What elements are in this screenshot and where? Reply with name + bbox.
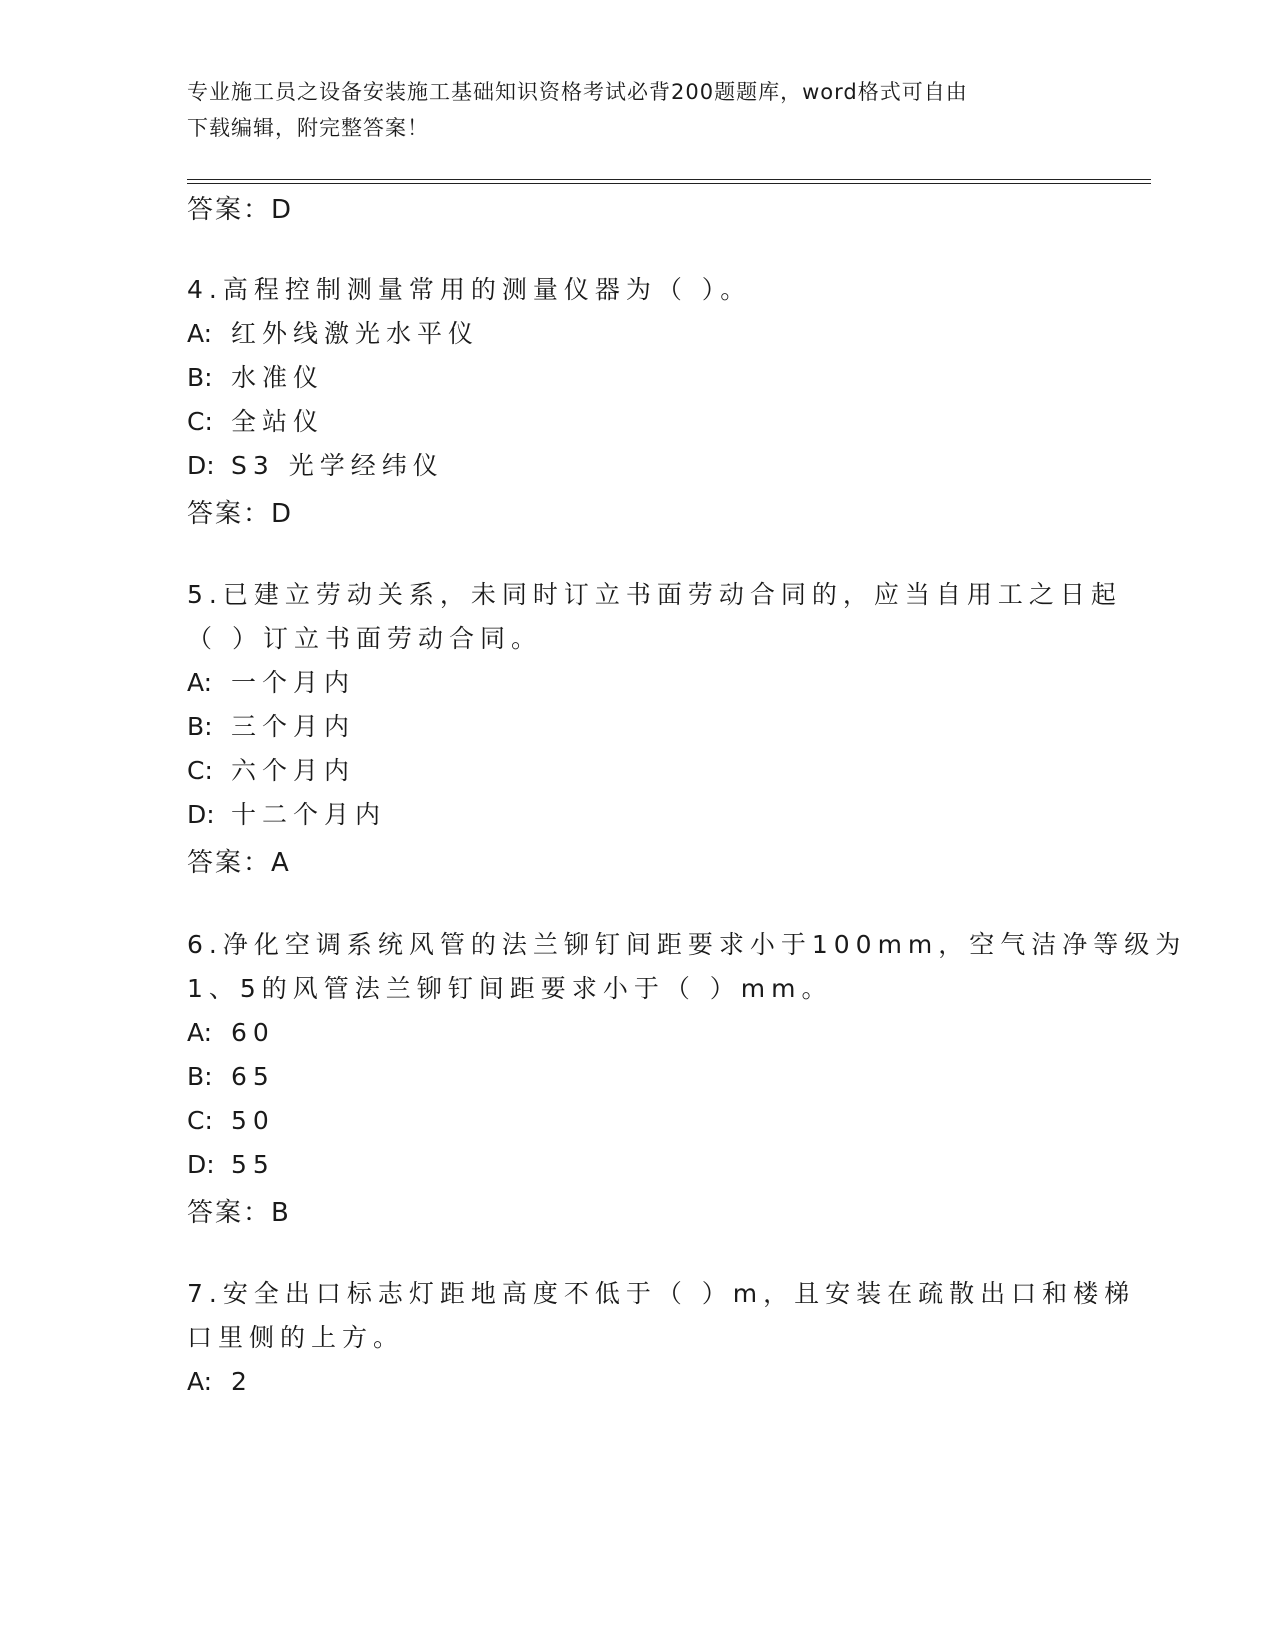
option-text: 55 [231, 1150, 275, 1179]
question-4-option-a [187, 314, 479, 354]
question-6-stem-line-2: 1、5的风管法兰铆钉间距要求小于（ ）mm。 [187, 974, 833, 1003]
option-label: B: [187, 712, 213, 741]
question-4-option-b [187, 358, 324, 398]
question-4-option-d [187, 446, 444, 486]
header-rule-top [187, 179, 1151, 180]
question-6-option-b [187, 1057, 275, 1097]
option-text: 一个月内 [231, 668, 356, 697]
question-6-option-c [187, 1101, 275, 1141]
option-text: 65 [231, 1062, 275, 1091]
question-4-option-c [187, 402, 324, 442]
option-text: 50 [231, 1106, 275, 1135]
question-7-stem-line-1: 7.安全出口标志灯距地高度不低于（ ）m，且安装在疏散出口和楼梯 [187, 1279, 1136, 1308]
option-text: 六个月内 [231, 756, 356, 785]
option-text: 红外线激光水平仪 [231, 319, 480, 348]
option-label: D: [187, 1150, 215, 1179]
question-4-stem: 4.高程控制测量常用的测量仪器为（ ）。 [187, 275, 752, 304]
question-6-option-d [187, 1145, 275, 1185]
option-label: C: [187, 1106, 213, 1135]
question-6-stem-line-1: 6.净化空调系统风管的法兰铆钉间距要求小于100mm，空气洁净等级为 [187, 930, 1187, 959]
option-text: 2 [231, 1367, 253, 1396]
option-text: 十二个月内 [231, 800, 387, 829]
answer-q4: 答案：D [187, 499, 294, 529]
option-label: A: [187, 668, 213, 697]
question-7-stem-line-2: 口里侧的上方。 [187, 1323, 405, 1352]
option-label: A: [187, 1367, 213, 1396]
option-text: 水准仪 [231, 363, 325, 392]
question-5-option-a [187, 663, 355, 703]
question-6-option-a [187, 1013, 275, 1053]
question-5-option-b [187, 707, 355, 747]
option-label: C: [187, 756, 213, 785]
question-5-option-d [187, 795, 386, 835]
option-text: S3 光学经纬仪 [231, 451, 444, 480]
option-text: 60 [231, 1018, 275, 1047]
question-5-option-c [187, 751, 355, 791]
option-text: 三个月内 [231, 712, 356, 741]
question-5-stem-line-2: （ ）订立书面劳动合同。 [187, 624, 542, 653]
answer-q3: 答案：D [187, 195, 294, 225]
option-label: A: [187, 1018, 213, 1047]
document-header [187, 74, 1087, 146]
option-label: D: [187, 451, 215, 480]
answer-q5: 答案：A [187, 848, 291, 878]
option-label: B: [187, 1062, 213, 1091]
header-line-2: 下载编辑，附完整答案！ [187, 116, 429, 140]
option-label: D: [187, 800, 215, 829]
header-rule-bottom [187, 183, 1151, 184]
question-5-stem-line-1: 5.已建立劳动关系，未同时订立书面劳动合同的，应当自用工之日起 [187, 580, 1122, 609]
option-text: 全站仪 [231, 407, 325, 436]
option-label: A: [187, 319, 213, 348]
option-label: C: [187, 407, 213, 436]
option-label: B: [187, 363, 213, 392]
answer-q6: 答案：B [187, 1198, 291, 1228]
header-line-1: 专业施工员之设备安装施工基础知识资格考试必背200题题库，word格式可自由 [187, 80, 968, 104]
question-7-option-a [187, 1362, 253, 1402]
